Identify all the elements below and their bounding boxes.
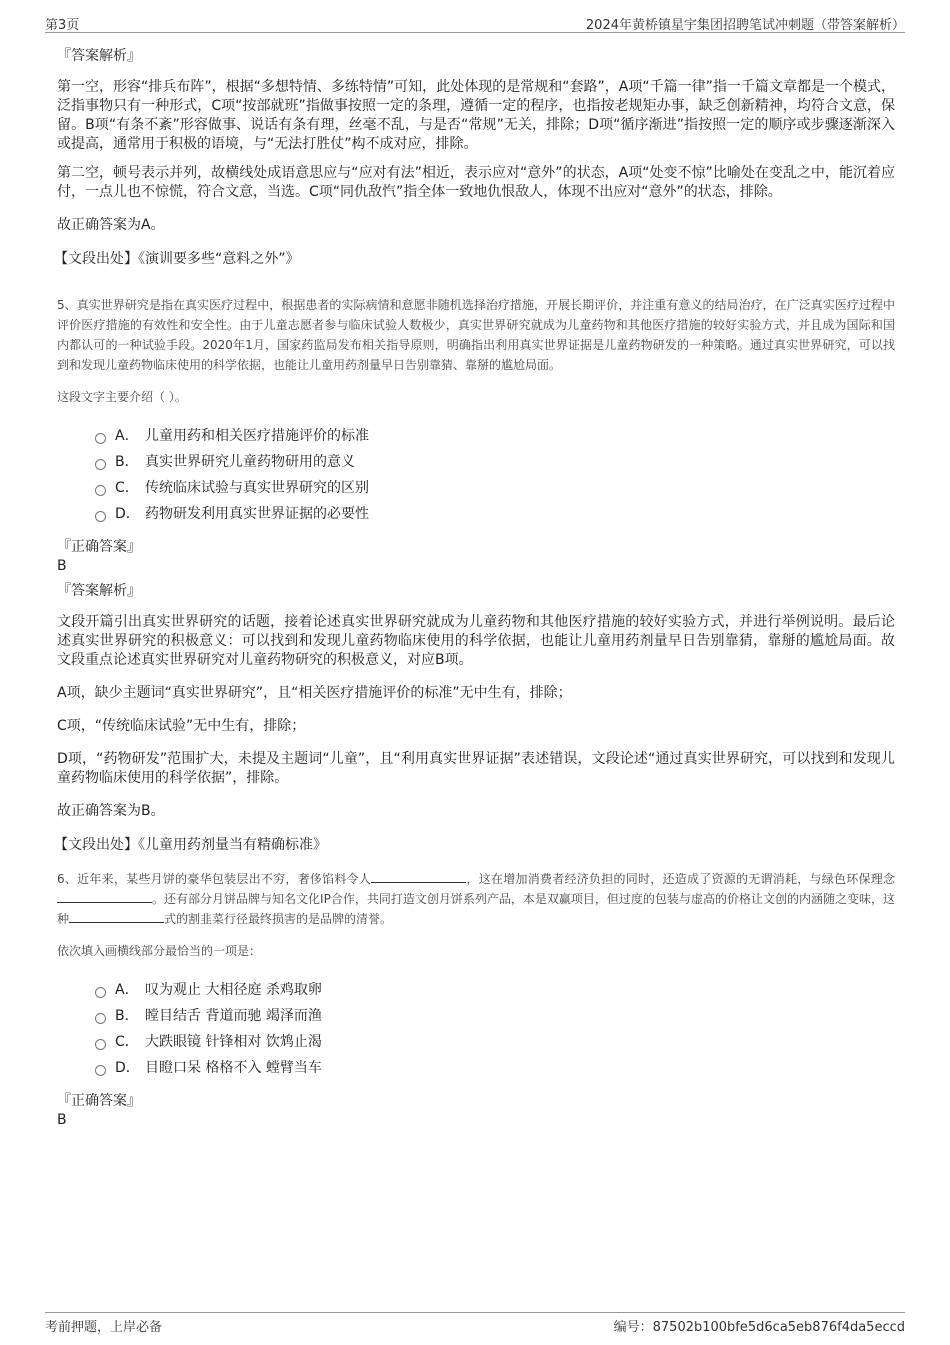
correct-answer-label: 『正确答案』: [57, 1093, 141, 1109]
option-text: 药物研发利用真实世界证据的必要性: [145, 506, 369, 522]
analysis-paragraph: 第二空，顿号表示并列，故横线处成语意思应与“应对有法”相近，表示应对“意外”的状态，A项“处变不惊”比喻处在变乱之中，能沉着应付，一点儿也不惊慌，符合文意，当选。C项“同仇敌忾”指全体一致地仇恨敌人，体现不出应对“意外”的状态，排除。: [57, 165, 895, 200]
radio-icon[interactable]: [95, 1039, 106, 1050]
question-stem: 5、真实世界研究是指在真实医疗过程中，根据患者的实际病情和意愿非随机选择治疗措施，开展长期评价，并注重有意义的结局治疗，在广泛真实医疗过程中评价医疗措施的有效性和安全性。由于儿童志愿者参与临床试验人数极少，真实世界研究就成为儿童药物和其他医疗措施的较好实验方式，并且成为国际和国内都认可的一种试验手段。2020年1月，国家药监局发布相关指导原则，明确指出利用真实世界证据是儿童药物研发的一种策略。通过真实世界研究，可以找到和发现儿童药物临床使用的科学依据，也能让儿童用药剂量早日告别靠猜、靠掰的尴尬局面。: [57, 298, 895, 372]
radio-icon[interactable]: [95, 459, 106, 470]
option-letter: D．: [115, 1060, 140, 1076]
correct-answer-label: 『正确答案』: [57, 539, 141, 555]
answer-analysis-label: 『答案解析』: [57, 48, 141, 64]
document-id: 编号：87502b100bfe5d6ca5eb876f4da5eccd: [613, 1320, 905, 1335]
radio-icon[interactable]: [95, 511, 106, 522]
answer-analysis-label: 『答案解析』: [57, 583, 141, 599]
option-c[interactable]: [95, 1033, 895, 1051]
fill-blank: [69, 910, 164, 923]
option-a[interactable]: [95, 427, 895, 445]
analysis-paragraph: 第一空，形容“排兵布阵”，根据“多想特情、多练特情”可知，此处体现的是常规和“套路”，A项“千篇一律”指一千篇文章都是一个模式，泛指事物只有一种形式，C项“按部就班”指做事按照一定的条理，遵循一定的程序，也指按老规矩办事，缺乏创新精神，均符合文意，保留。B项“有条不紊”形容做事、说话有条有理，丝毫不乱，与是否“常规”无关，排除；D项“循序渐进”指按照一定的顺序或步骤逐渐深入或提高，通常用于积极的语境，与“无法打胜仗”构不成对应，排除。: [57, 79, 895, 152]
analysis-conclusion: 故正确答案为A。: [57, 217, 165, 233]
correct-answer: B: [57, 1112, 67, 1128]
option-letter: B．: [115, 1008, 139, 1024]
option-d[interactable]: [95, 1059, 895, 1077]
correct-answer: B: [57, 558, 67, 574]
option-text: 儿童用药和相关医疗措施评价的标准: [145, 428, 369, 444]
option-a[interactable]: [95, 981, 895, 999]
question-prompt: 这段文字主要介绍（ ）。: [57, 390, 187, 404]
option-c[interactable]: [95, 479, 895, 497]
option-text: 瞠目结舌 背道而驰 竭泽而渔: [145, 1008, 322, 1024]
option-b[interactable]: [95, 1007, 895, 1025]
question-prompt: 依次填入画横线部分最恰当的一项是：: [57, 944, 262, 958]
option-list: [95, 981, 895, 1077]
page-header: [45, 12, 905, 33]
option-text: 叹为观止 大相径庭 杀鸡取卵: [145, 982, 322, 998]
radio-icon[interactable]: [95, 987, 106, 998]
radio-icon[interactable]: [95, 1065, 106, 1076]
fill-blank: [57, 890, 152, 903]
option-text: 目瞪口呆 格格不入 螳臂当车: [145, 1060, 322, 1076]
footer-slogan: 考前押题，上岸必备: [45, 1320, 163, 1335]
question-5: [54, 295, 895, 855]
option-b[interactable]: [95, 453, 895, 471]
option-d[interactable]: [95, 505, 895, 523]
option-list: [95, 427, 895, 523]
radio-icon[interactable]: [95, 485, 106, 496]
stem-text: ，这在增加消费者经济负担的同时，还造成了资源的无谓消耗，与绿色环保理念: [466, 872, 895, 886]
radio-icon[interactable]: [95, 1013, 106, 1024]
passage-source: 【文段出处】《演训要多些“意料之外”》: [54, 251, 300, 267]
option-text: 传统临床试验与真实世界研究的区别: [145, 480, 369, 496]
option-text: 真实世界研究儿童药物研用的意义: [145, 454, 355, 470]
option-text: 大跌眼镜 针锋相对 饮鸩止渴: [145, 1034, 322, 1050]
analysis-paragraph: C项，“传统临床试验”无中生有，排除；: [57, 718, 306, 734]
page-footer: [45, 1312, 905, 1335]
option-letter: A．: [115, 428, 139, 444]
analysis-paragraph: A项，缺少主题词“真实世界研究”，且“相关医疗措施评价的标准”无中生有，排除；: [57, 685, 572, 701]
passage-source: 【文段出处】《儿童用药剂量当有精确标准》: [54, 837, 327, 853]
document-title: 2024年黄桥镇星宇集团招聘笔试冲刺题（带答案解析）: [585, 18, 905, 33]
stem-text: 6、近年来，某些月饼的豪华包装层出不穷，奢侈馅料令人: [57, 872, 372, 886]
option-letter: C．: [115, 480, 139, 496]
question-6: [57, 869, 895, 1129]
analysis-paragraph: D项，“药物研发”范围扩大，未提及主题词“儿童”，且“利用真实世界证据”表述错误，文段论述“通过真实世界研究，可以找到和发现儿童药物临床使用的科学依据”，排除。: [57, 751, 895, 786]
option-letter: C．: [115, 1034, 139, 1050]
option-letter: A．: [115, 982, 139, 998]
question-stem: [57, 869, 895, 929]
stem-text: 。还有部分月饼品牌与知名文化IP合作，共同打造文创月饼系列产品，本是双赢项目，但过度的包装与虚高的价格让文创的内涵随之变味，这种: [57, 892, 895, 926]
option-letter: B．: [115, 454, 139, 470]
analysis-paragraph: 文段开篇引出真实世界研究的话题，接着论述真实世界研究就成为儿童药物和其他医疗措施的较好实验方式，并进行举例说明。最后论述真实世界研究的积极意义：可以找到和发现儿童药物临床使用的科学依据，也能让儿童用药剂量早日告别靠猜，靠掰的尴尬局面。故文段重点论述真实世界研究对儿童药物研究的积极意义，对应B项。: [57, 614, 895, 668]
stem-text: 式的割韭菜行径最终损害的是品牌的清誉。: [164, 912, 393, 926]
radio-icon[interactable]: [95, 433, 106, 444]
analysis-conclusion: 故正确答案为B。: [57, 803, 165, 819]
fill-blank: [371, 870, 466, 883]
page-number: 第3页: [45, 18, 80, 33]
page-content: [54, 46, 895, 1135]
option-letter: D．: [115, 506, 140, 522]
